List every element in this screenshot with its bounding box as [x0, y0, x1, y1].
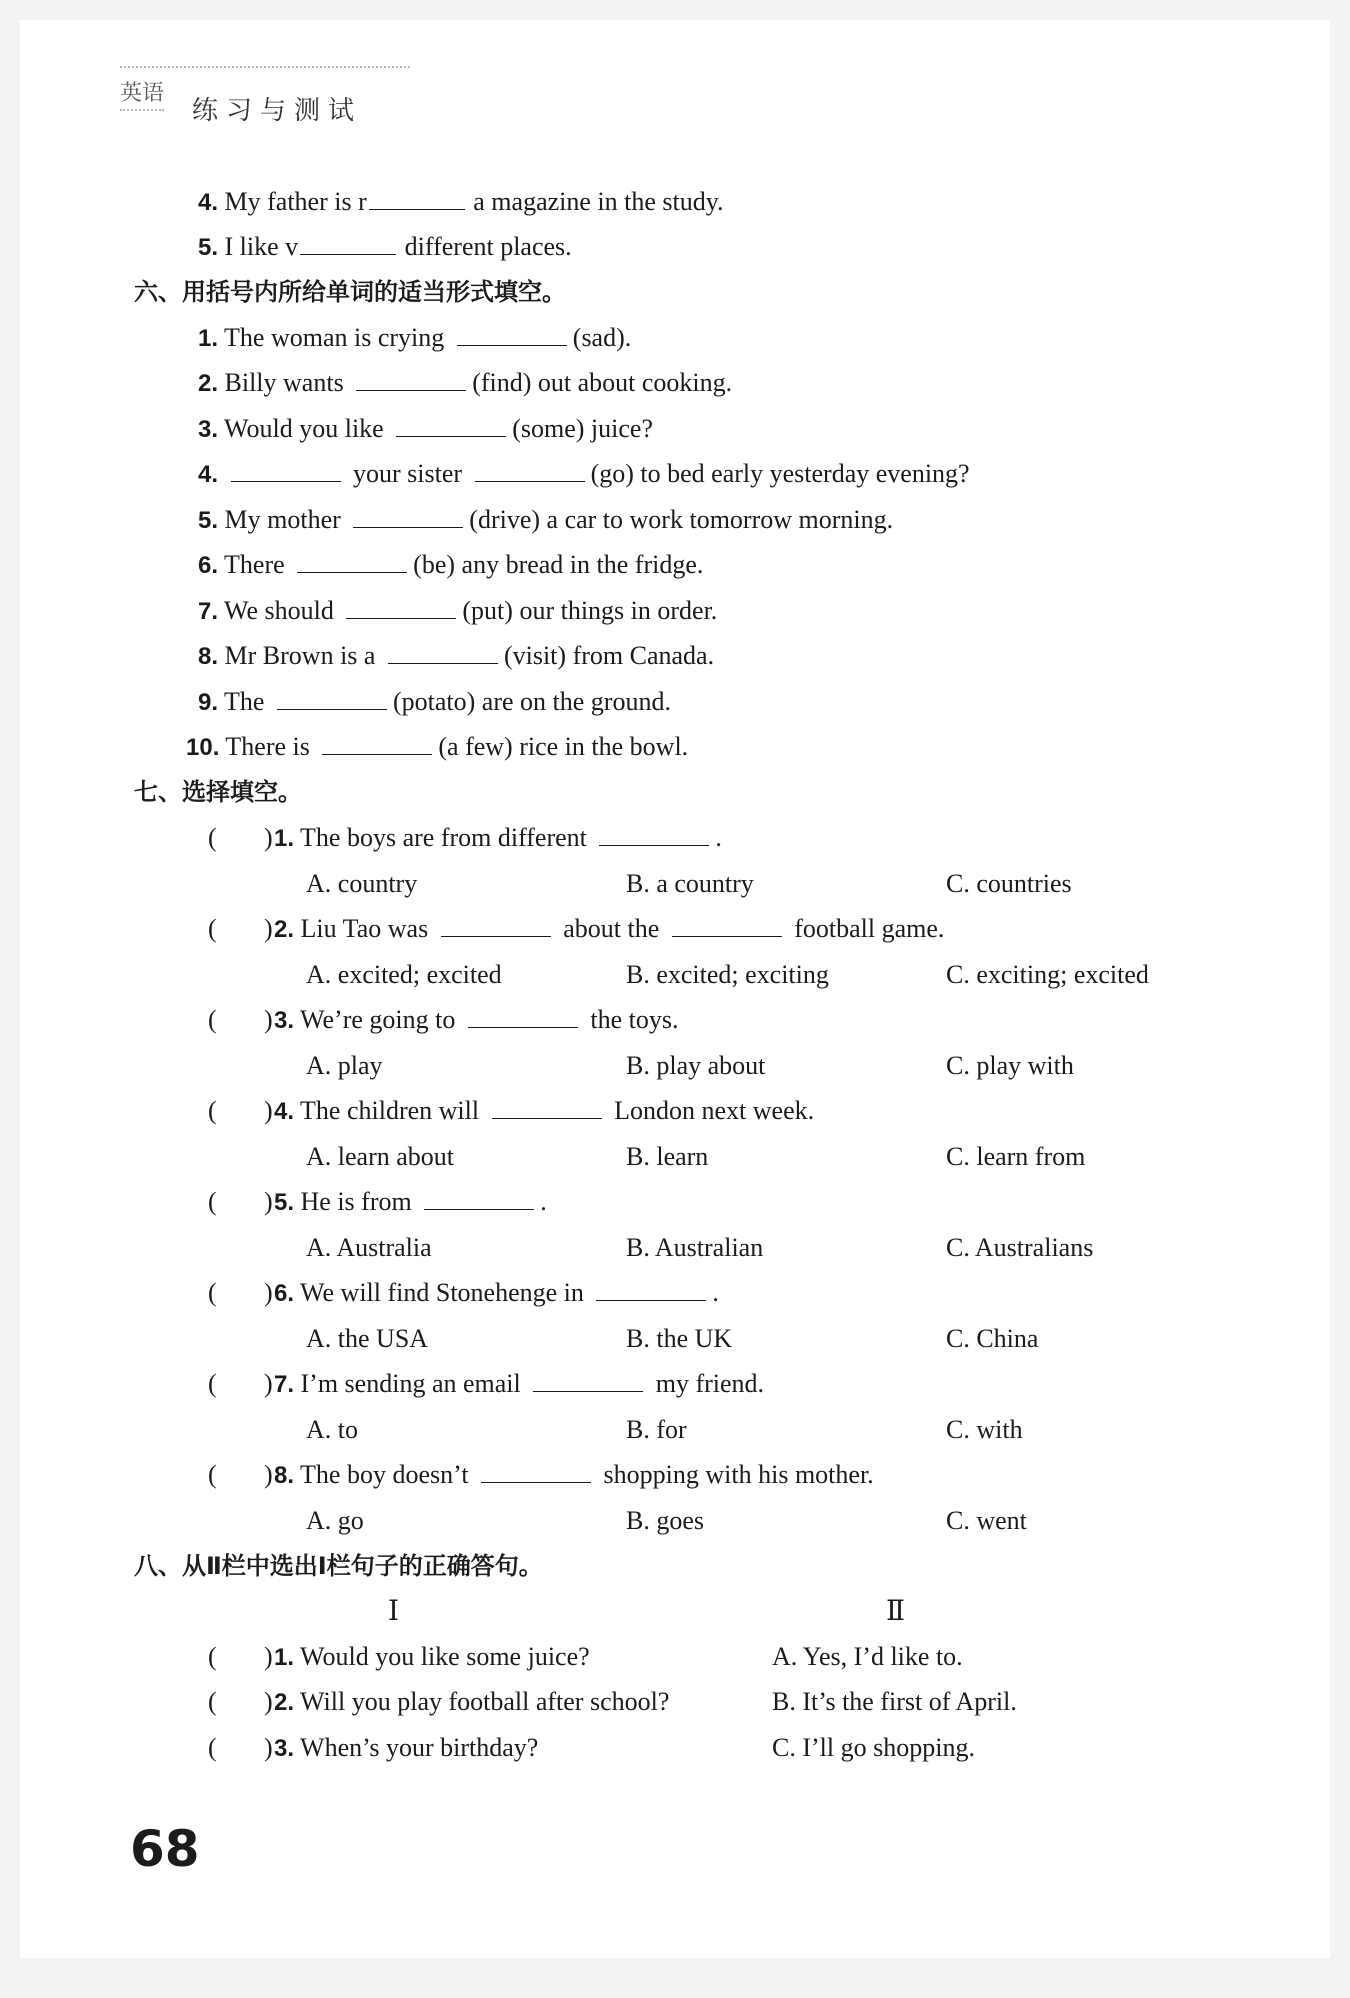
answer-blank[interactable]: [322, 728, 432, 755]
answer-blank[interactable]: [475, 455, 585, 482]
option-b[interactable]: B. goes: [626, 1506, 704, 1535]
mc-question: 4. The children will London next week.: [274, 1091, 814, 1131]
fill-item: 1. The woman is crying (sad).: [198, 318, 631, 358]
fill-item: 4. My father is r a magazine in the study.: [198, 182, 724, 222]
option-c[interactable]: C. China: [946, 1324, 1039, 1353]
fill-item: 2. Billy wants (find) out about cooking.: [198, 363, 732, 403]
workbook-page: [20, 20, 1330, 1958]
option-a[interactable]: A. to: [306, 1415, 358, 1444]
answer-paren[interactable]: ( ): [208, 1687, 273, 1716]
answer-blank[interactable]: [277, 683, 387, 710]
answer-paren[interactable]: ( ): [208, 1460, 273, 1489]
answer-blank[interactable]: [353, 501, 463, 528]
option-b[interactable]: B. play about: [626, 1051, 766, 1080]
section-7-title: 七、选择填空。: [134, 778, 302, 806]
fill-item: 5. I like v different places.: [198, 227, 572, 267]
answer-blank: [599, 819, 709, 846]
answer-paren[interactable]: ( ): [208, 1278, 273, 1307]
match-answer: B. It’s the first of April.: [772, 1687, 1017, 1716]
option-c[interactable]: C. with: [946, 1415, 1023, 1444]
match-answer: A. Yes, I’d like to.: [772, 1642, 963, 1671]
option-a[interactable]: A. go: [306, 1506, 364, 1535]
mc-question: 8. The boy doesn’t shopping with his mother.: [274, 1455, 874, 1495]
option-c[interactable]: C. play with: [946, 1051, 1074, 1080]
answer-paren[interactable]: ( ): [208, 1096, 273, 1125]
option-c[interactable]: C. went: [946, 1506, 1027, 1535]
answer-blank: [424, 1183, 534, 1210]
mc-question: 2. Liu Tao was about the football game.: [274, 909, 944, 949]
section-6-title: 六、用括号内所给单词的适当形式填空。: [134, 278, 566, 306]
answer-paren[interactable]: ( ): [208, 1187, 273, 1216]
fill-item: 5. My mother (drive) a car to work tomorrow morning.: [198, 500, 893, 540]
answer-paren[interactable]: ( ): [208, 914, 273, 943]
answer-blank: [672, 910, 782, 937]
fill-item: 10. There is (a few) rice in the bowl.: [186, 727, 688, 767]
mc-question: 7. I’m sending an email my friend.: [274, 1364, 764, 1404]
column-2-heading: Ⅱ: [886, 1596, 906, 1627]
answer-blank[interactable]: [356, 364, 466, 391]
fill-item: 8. Mr Brown is a (visit) from Canada.: [198, 636, 714, 676]
option-a[interactable]: A. Australia: [306, 1233, 432, 1262]
answer-blank: [468, 1001, 578, 1028]
answer-blank[interactable]: [346, 592, 456, 619]
option-b[interactable]: B. excited; exciting: [626, 960, 829, 989]
answer-paren[interactable]: ( ): [208, 1642, 273, 1671]
subject-label: 英语: [120, 76, 164, 111]
option-b[interactable]: B. a country: [626, 869, 754, 898]
answer-blank[interactable]: [369, 183, 465, 210]
answer-blank: [596, 1274, 706, 1301]
fill-item: 3. Would you like (some) juice?: [198, 409, 653, 449]
option-c[interactable]: C. exciting; excited: [946, 960, 1149, 989]
mc-question: 5. He is from .: [274, 1182, 547, 1222]
option-b[interactable]: B. learn: [626, 1142, 709, 1171]
match-question: 3. When’s your birthday?: [274, 1733, 539, 1762]
option-a[interactable]: A. learn about: [306, 1142, 455, 1171]
answer-blank: [481, 1456, 591, 1483]
page-header: [120, 66, 410, 126]
fill-item: 6. There (be) any bread in the fridge.: [198, 545, 703, 585]
answer-paren[interactable]: ( ): [208, 1369, 273, 1398]
answer-paren[interactable]: ( ): [208, 823, 273, 852]
option-b[interactable]: B. for: [626, 1415, 687, 1444]
mc-question: 1. The boys are from different .: [274, 818, 722, 858]
answer-blank[interactable]: [297, 546, 407, 573]
mc-question: 6. We will find Stonehenge in .: [274, 1273, 719, 1313]
page-number: 68: [130, 1820, 200, 1878]
option-b[interactable]: B. the UK: [626, 1324, 733, 1353]
answer-blank[interactable]: [231, 455, 341, 482]
fill-item: 7. We should (put) our things in order.: [198, 591, 717, 631]
answer-blank[interactable]: [396, 410, 506, 437]
fill-item: 9. The (potato) are on the ground.: [198, 682, 671, 722]
option-c[interactable]: C. countries: [946, 869, 1072, 898]
fill-item: 4. your sister (go) to bed early yesterday evening?: [198, 454, 970, 494]
match-question: 1. Would you like some juice?: [274, 1642, 590, 1671]
answer-blank[interactable]: [388, 637, 498, 664]
answer-blank: [492, 1092, 602, 1119]
match-answer: C. I’ll go shopping.: [772, 1733, 975, 1762]
option-c[interactable]: C. Australians: [946, 1233, 1094, 1262]
answer-blank: [533, 1365, 643, 1392]
mc-question: 3. We’re going to the toys.: [274, 1000, 678, 1040]
option-a[interactable]: A. play: [306, 1051, 383, 1080]
book-title: 练习与测试: [192, 96, 363, 126]
match-question: 2. Will you play football after school?: [274, 1687, 670, 1716]
option-a[interactable]: A. the USA: [306, 1324, 429, 1353]
answer-blank[interactable]: [300, 228, 396, 255]
answer-paren[interactable]: ( ): [208, 1733, 273, 1762]
option-a[interactable]: A. excited; excited: [306, 960, 502, 989]
section-8-title: 八、从Ⅱ栏中选出Ⅰ栏句子的正确答句。: [134, 1552, 543, 1580]
answer-paren[interactable]: ( ): [208, 1005, 273, 1034]
option-a[interactable]: A. country: [306, 869, 418, 898]
answer-blank[interactable]: [457, 319, 567, 346]
column-1-heading: Ⅰ: [388, 1596, 400, 1627]
option-c[interactable]: C. learn from: [946, 1142, 1086, 1171]
answer-blank: [441, 910, 551, 937]
option-b[interactable]: B. Australian: [626, 1233, 764, 1262]
